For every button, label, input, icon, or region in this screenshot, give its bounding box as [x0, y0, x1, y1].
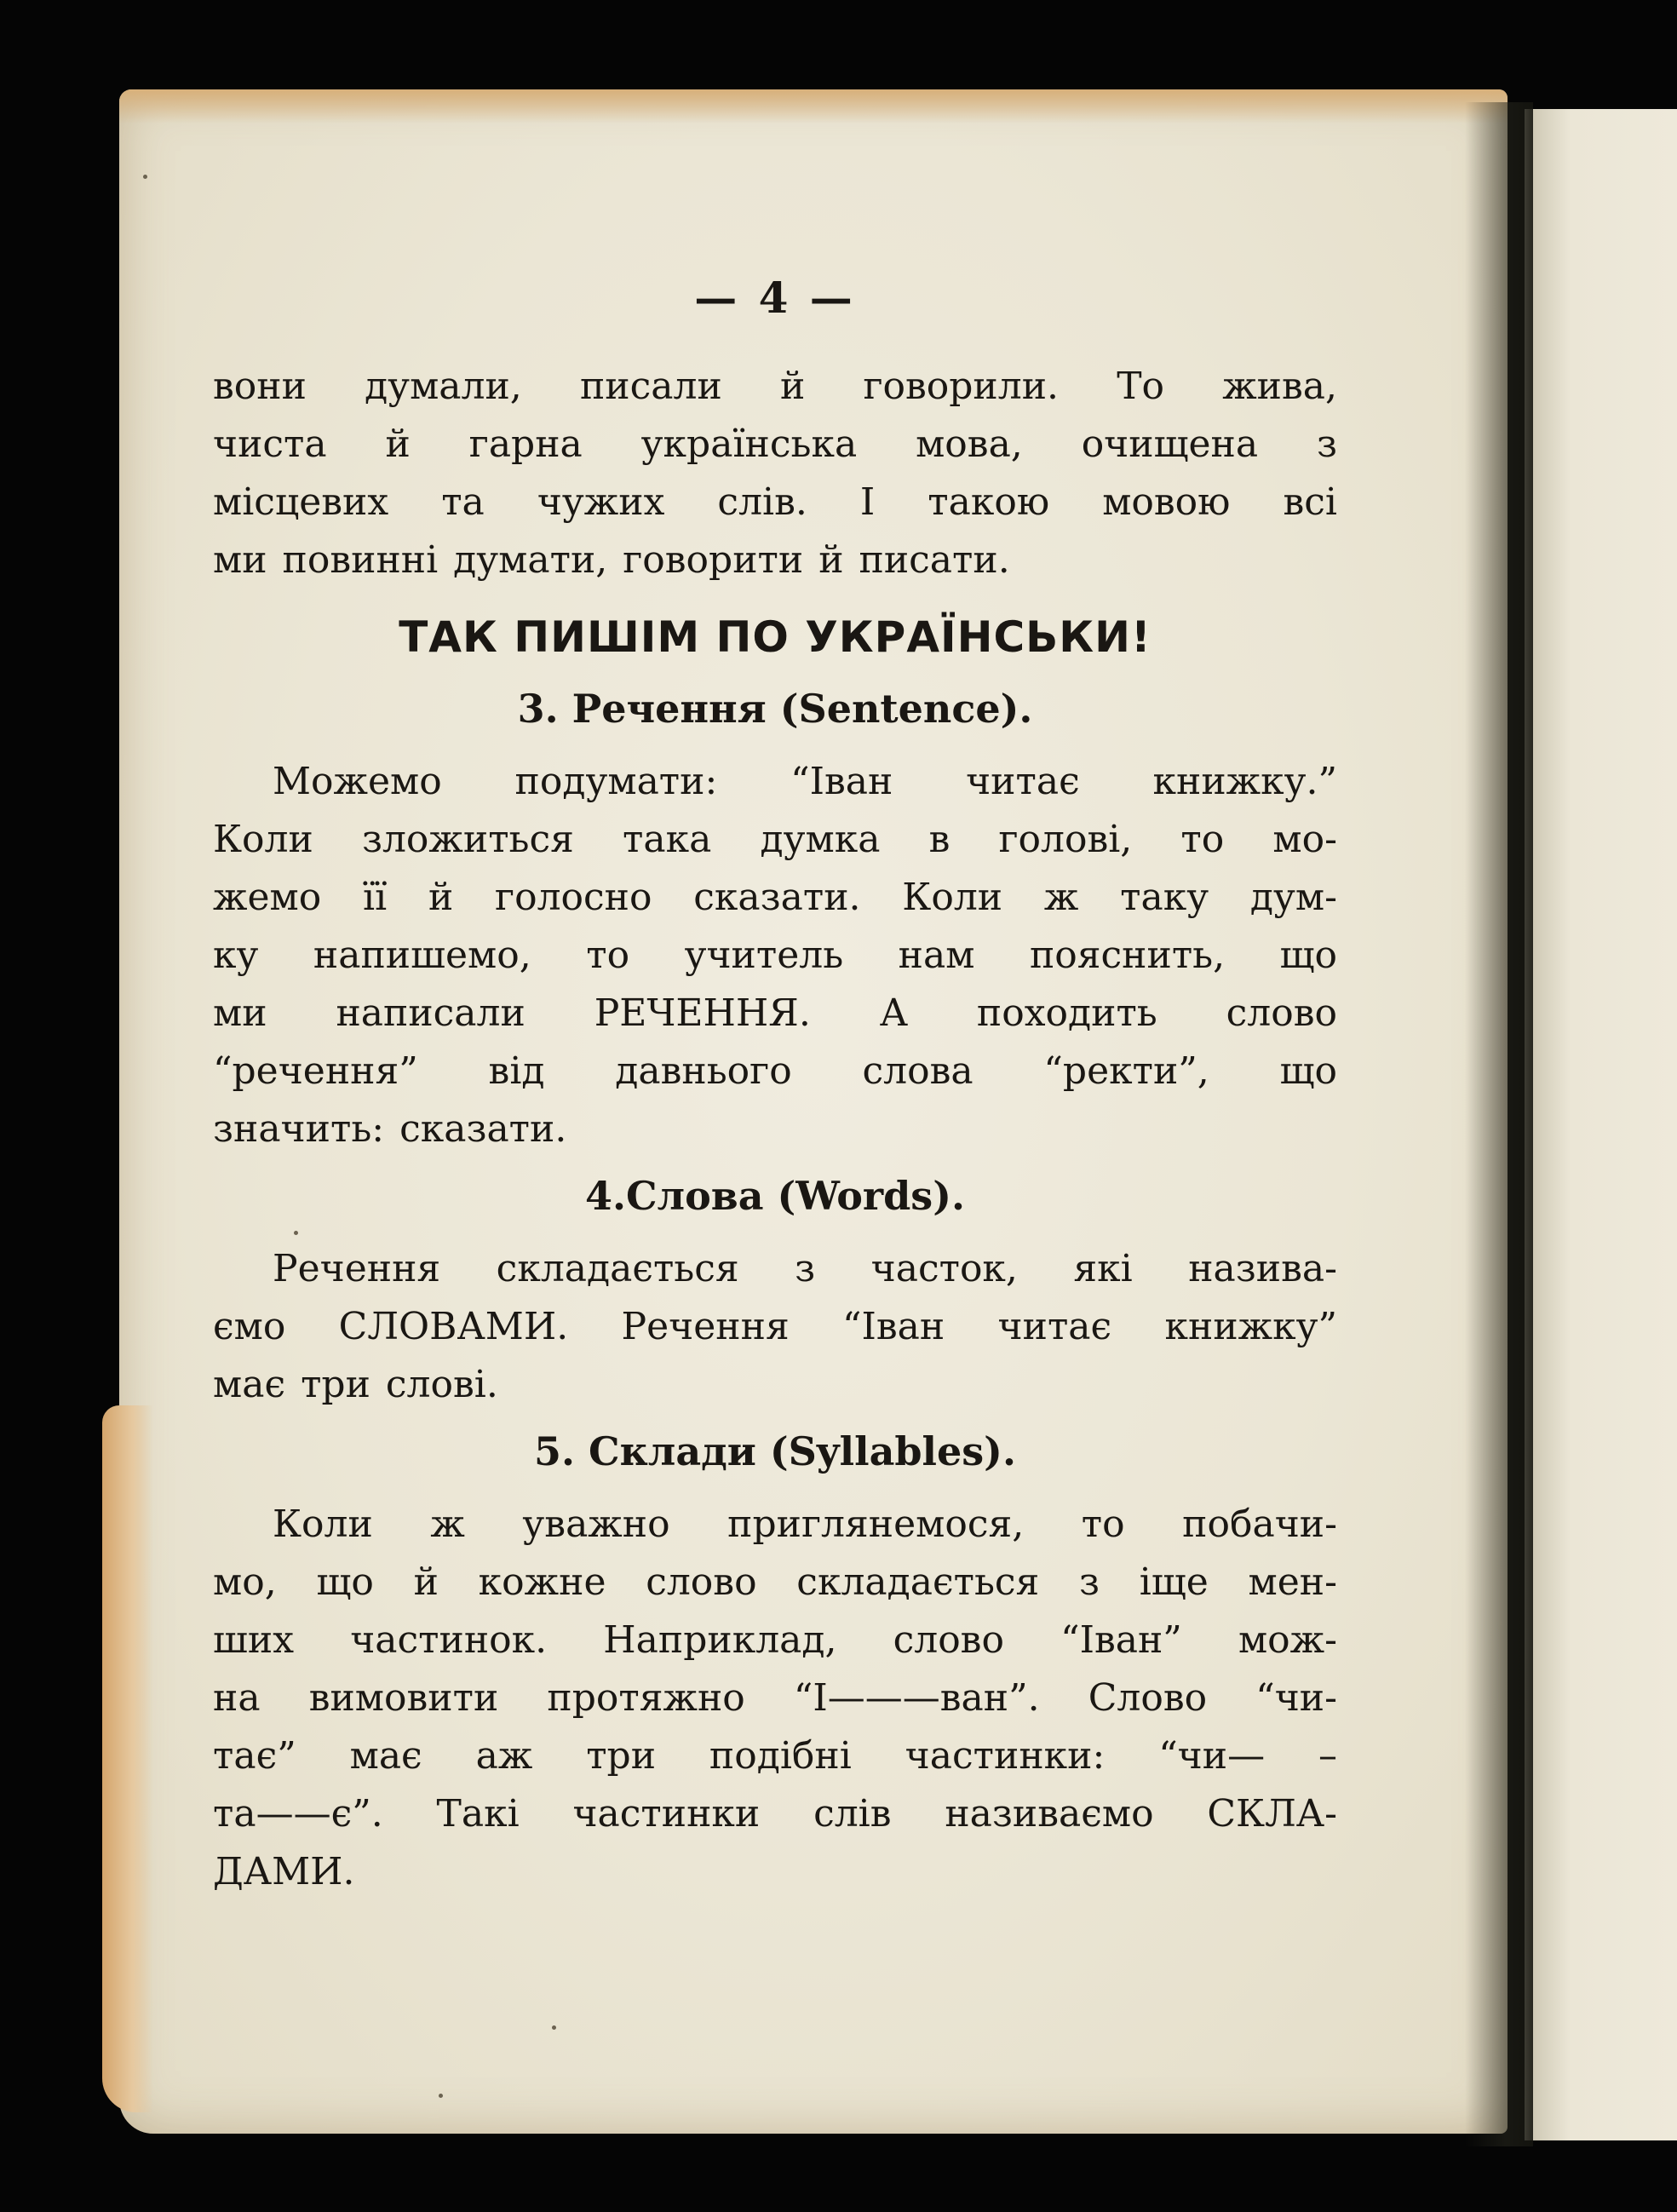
sentence-paragraph	[213, 753, 1337, 1158]
gutter-shadow	[1465, 102, 1533, 2146]
facing-page-edge	[1525, 109, 1677, 2140]
text-line: вони думали, писали й говорили. То жива,	[213, 365, 1337, 408]
page-number: — 4 —	[694, 273, 856, 323]
page-text	[213, 273, 1337, 1901]
section-heading-syllables: 5. Склади (Syllables).	[534, 1428, 1016, 1474]
intro-paragraph	[213, 358, 1337, 589]
text-line: Коли зложиться така думка в голові, то мо-	[213, 818, 1337, 861]
paper-speck	[552, 2025, 556, 2030]
text-line: на вимовити протяжно “І———ван”. Слово “чи-	[213, 1676, 1337, 1720]
text-line: значить: сказати.	[213, 1107, 567, 1151]
text-line: жемо її й голосно сказати. Коли ж таку дум-	[213, 876, 1337, 919]
section-heading-words: 4.Слова (Words).	[585, 1173, 965, 1219]
text-line: місцевих та чужих слів. І такою мовою всі	[213, 480, 1337, 524]
text-line: та——є”. Такі частинки слів називаємо СКЛА-	[213, 1792, 1337, 1836]
text-line: ку напишемо, то учитель нам пояснить, що	[213, 934, 1337, 977]
page-stain-top	[119, 89, 1508, 124]
page-stain-left	[102, 1405, 153, 2112]
section-heading-sentence: 3. Речення (Sentence).	[517, 686, 1033, 732]
syllables-paragraph	[213, 1496, 1337, 1901]
words-paragraph	[213, 1240, 1337, 1414]
text-line: тає” має аж три подібні частинки: “чи— –	[213, 1734, 1337, 1778]
text-line: ми написали РЕЧЕННЯ. А походить слово	[213, 991, 1337, 1035]
text-line: Речення складається з часток, які назива-	[273, 1247, 1337, 1290]
text-line: має три слові.	[213, 1363, 498, 1406]
text-line: ших частинок. Наприклад, слово “Іван” мож-	[213, 1618, 1337, 1662]
text-line: “речення” від давнього слова “ректи”, що	[213, 1049, 1337, 1093]
text-line: ми повинні думати, говорити й писати.	[213, 538, 1010, 582]
text-line: Коли ж уважно приглянемося, то побачи-	[273, 1502, 1337, 1546]
paper-speck	[143, 175, 147, 179]
text-line: Можемо подумати: “Іван читає книжку.”	[273, 760, 1337, 803]
text-line: чиста й гарна українська мова, очищена з	[213, 422, 1337, 466]
paper-speck	[439, 2094, 443, 2098]
text-line: ДАМИ.	[213, 1850, 355, 1893]
text-line: мо, що й кожне слово складається з іще мен-	[213, 1560, 1337, 1604]
text-line: ємо СЛОВАМИ. Речення “Іван читає книжку”	[213, 1305, 1337, 1348]
slogan-heading: ТАК ПИШІМ ПО УКРАЇНСЬКИ!	[399, 612, 1152, 662]
